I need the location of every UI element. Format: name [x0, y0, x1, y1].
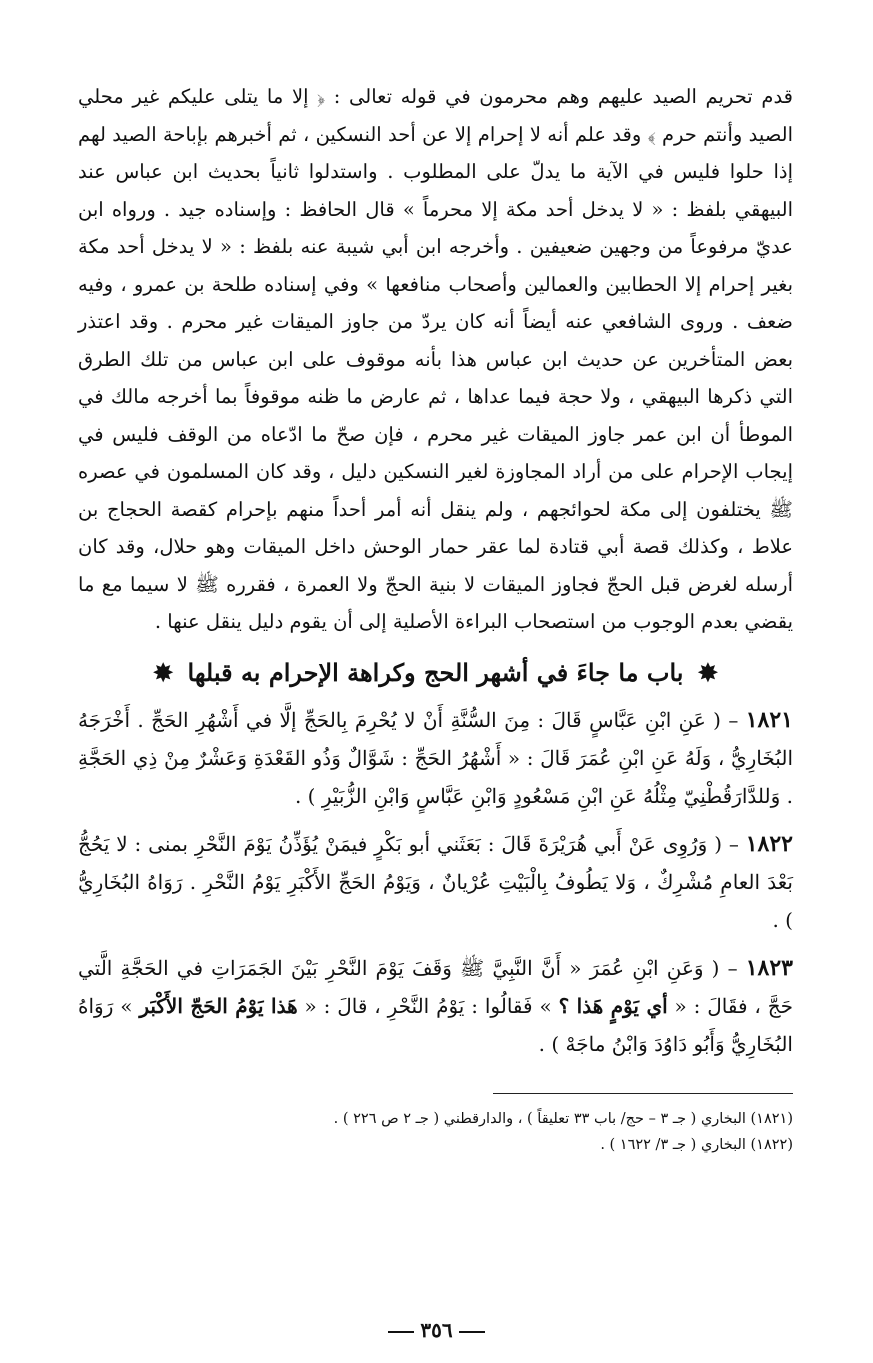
hadith-text: – ( وَعَنِ ابْنِ عُمَرَ « أَنَّ النَّبِيَّ ﷺ وَقَفَ يَوْمَ النَّحْرِ بَيْنَ الجَمَرَاتِ في الحَجَّةِ الَّتي حَجَّ ، فقَالَ : «: [78, 955, 794, 1018]
page-number-text: ٣٥٦: [420, 1318, 453, 1342]
hadith-quote-bold: هَذا يَوْمُ الحَجّ الأَكْبَر: [139, 993, 298, 1018]
intro-paragraph: قدم تحريم الصيد عليهم وهم محرمون في قوله تعالى : ﴿ إلا ما يتلى عليكم غير محلي الصيد وأنتم حرم ﴾ وقد علم أنه لا إحرام إلا عن أحد النسكين ، ثم أخبرهم بإباحة الصيد لهم إذا حلوا فليس في الآية ما يدلّ على المطلوب . واستدلوا ثانياً بحديث ابن عباس عند البيهقي بلفظ : « لا يدخل أحد مكة إلا محرماً » قال الحافظ : وإسناده جيد . ورواه ابن عديّ مرفوعاً من وجهين ضعيفين . وأخرجه ابن أبي شيبة عنه بلفظ : « لا يدخل أحد مكة بغير إحرام إلا الحطابين والعمالين وأصحاب منافعها » وفي إسناده طلحة بن عمرو ، وفيه ضعف . وروى الشافعي عنه أيضاً أنه كان يردّ من جاوز الميقات غير محرم . وقد اعتذر بعض المتأخرين عن حديث ابن عباس هذا بأنه موقوف على ابن عباس من تلك الطرق التي ذكرها البيهقي ، ولا حجة فيما عداها ، ثم عارض ما ظنه موقوفاً بما أخرجه مالك في الموطأ أن ابن عمر جاوز الميقات غير محرم ، فإن صحّ ما ادّعاه من الوقف فليس في إيجاب الإحرام على من أراد المجاوزة لغير النسكين دليل ، وقد كان المسلمون في عصره ﷺ يختلفون إلى مكة لحوائجهم ، ولم ينقل أنه أمر أحداً منهم بإحرام كقصة الحجاج بن علاط ، وكذلك قصة أبي قتادة لما عقر حمار الوحش داخل الميقات وهو حلال، وقد كان أرسله لغرض قبل الحجّ فجاوز الميقات لا بنية الحجّ ولا العمرة ، فقرره ﷺ لا سيما مع ما يقضي بعدم الوجوب من استصحاب البراءة الأصلية إلى أن يقوم دليل ينقل عنها .: [78, 85, 793, 633]
hadith-text: – ( عَنِ ابْنِ عَبَّاسٍ قَالَ : مِنَ السُّنَّةِ أَنْ لا يُحْرِمَ بِالحَجِّ إلَّا في أَشْهُرِ الحَجِّ . أَخْرَجَهُ البُخَارِيُّ ، وَلَهُ عَنِ ابْنِ عُمَرَ قَالَ : « أَشْهُرُ الحَجِّ : شَوَّالٌ وَذُو القَعْدَةِ وَعَشْرٌ مِنْ ذِي الحَجَّةِ . وَللدَّارَقُطْنِيّ مِثْلُهُ عَنِ ابْنِ مَسْعُودٍ وَابْنِ عَبَّاسٍ وَابْنِ الزُّبَيْرِ ) .: [78, 707, 793, 808]
footnote-1821: (١٨٢١) البخاري ( جـ ٣ – حج/ باب ٣٣ تعليقاً ) ، والدارقطني ( جـ ٢ ص ٢٢٦ ) .: [333, 1110, 793, 1127]
hadith-number: ١٨٢١: [745, 706, 793, 733]
hadith-1822: [78, 825, 793, 939]
section-title: باب ما جاءَ في أشهر الحج وكراهة الإحرام به قبلها: [187, 657, 684, 687]
section-heading: [78, 653, 793, 693]
page-body: [78, 78, 793, 1158]
hadith-text: » فَقالُوا : يَوْمُ النَّحْرِ ، قالَ : «: [297, 993, 559, 1018]
hadith-text: – ( وَرُوِى عَنْ أَبي هُرَيْرَةَ قَالَ : بَعَثَني أبو بَكْرٍ فيمَنْ يُؤَذِّنُ يَوْمَ النَّحْرِ بمنى : لا يَحُجُّ بَعْدَ العامِ مُشْرِكٌ ، وَلا يَطُوفُ بِالْبَيْتِ عُرْيانٌ ، وَيَوْمُ الحَجِّ الأَكْبَرِ يَوْمُ النَّحْرِ . رَوَاهُ البُخَارِيُّ ) .: [78, 831, 793, 932]
footnote-divider: [493, 1093, 793, 1094]
star-ornament-icon: ✸: [697, 657, 718, 687]
hadith-1821: [78, 701, 793, 815]
dash-ornament: [459, 1331, 485, 1333]
hadith-quote-bold: أي يَوْمٍ هَذا ؟: [558, 993, 668, 1018]
star-ornament-icon: ✸: [153, 657, 174, 687]
footnote-1822: (١٨٢٢) البخاري ( جـ ٣/ ١٦٢٢ ) .: [600, 1136, 793, 1153]
hadith-number: ١٨٢٢: [745, 830, 793, 857]
page-number: [0, 1318, 873, 1342]
hadith-text: » رَوَاهُ البُخَارِيُّ وَأَبُو دَاوُدَ وَابْنُ ماجَهْ ) .: [78, 993, 793, 1056]
hadith-1823: [78, 949, 793, 1063]
dash-ornament: [388, 1331, 414, 1333]
hadith-number: ١٨٢٣: [745, 954, 793, 981]
